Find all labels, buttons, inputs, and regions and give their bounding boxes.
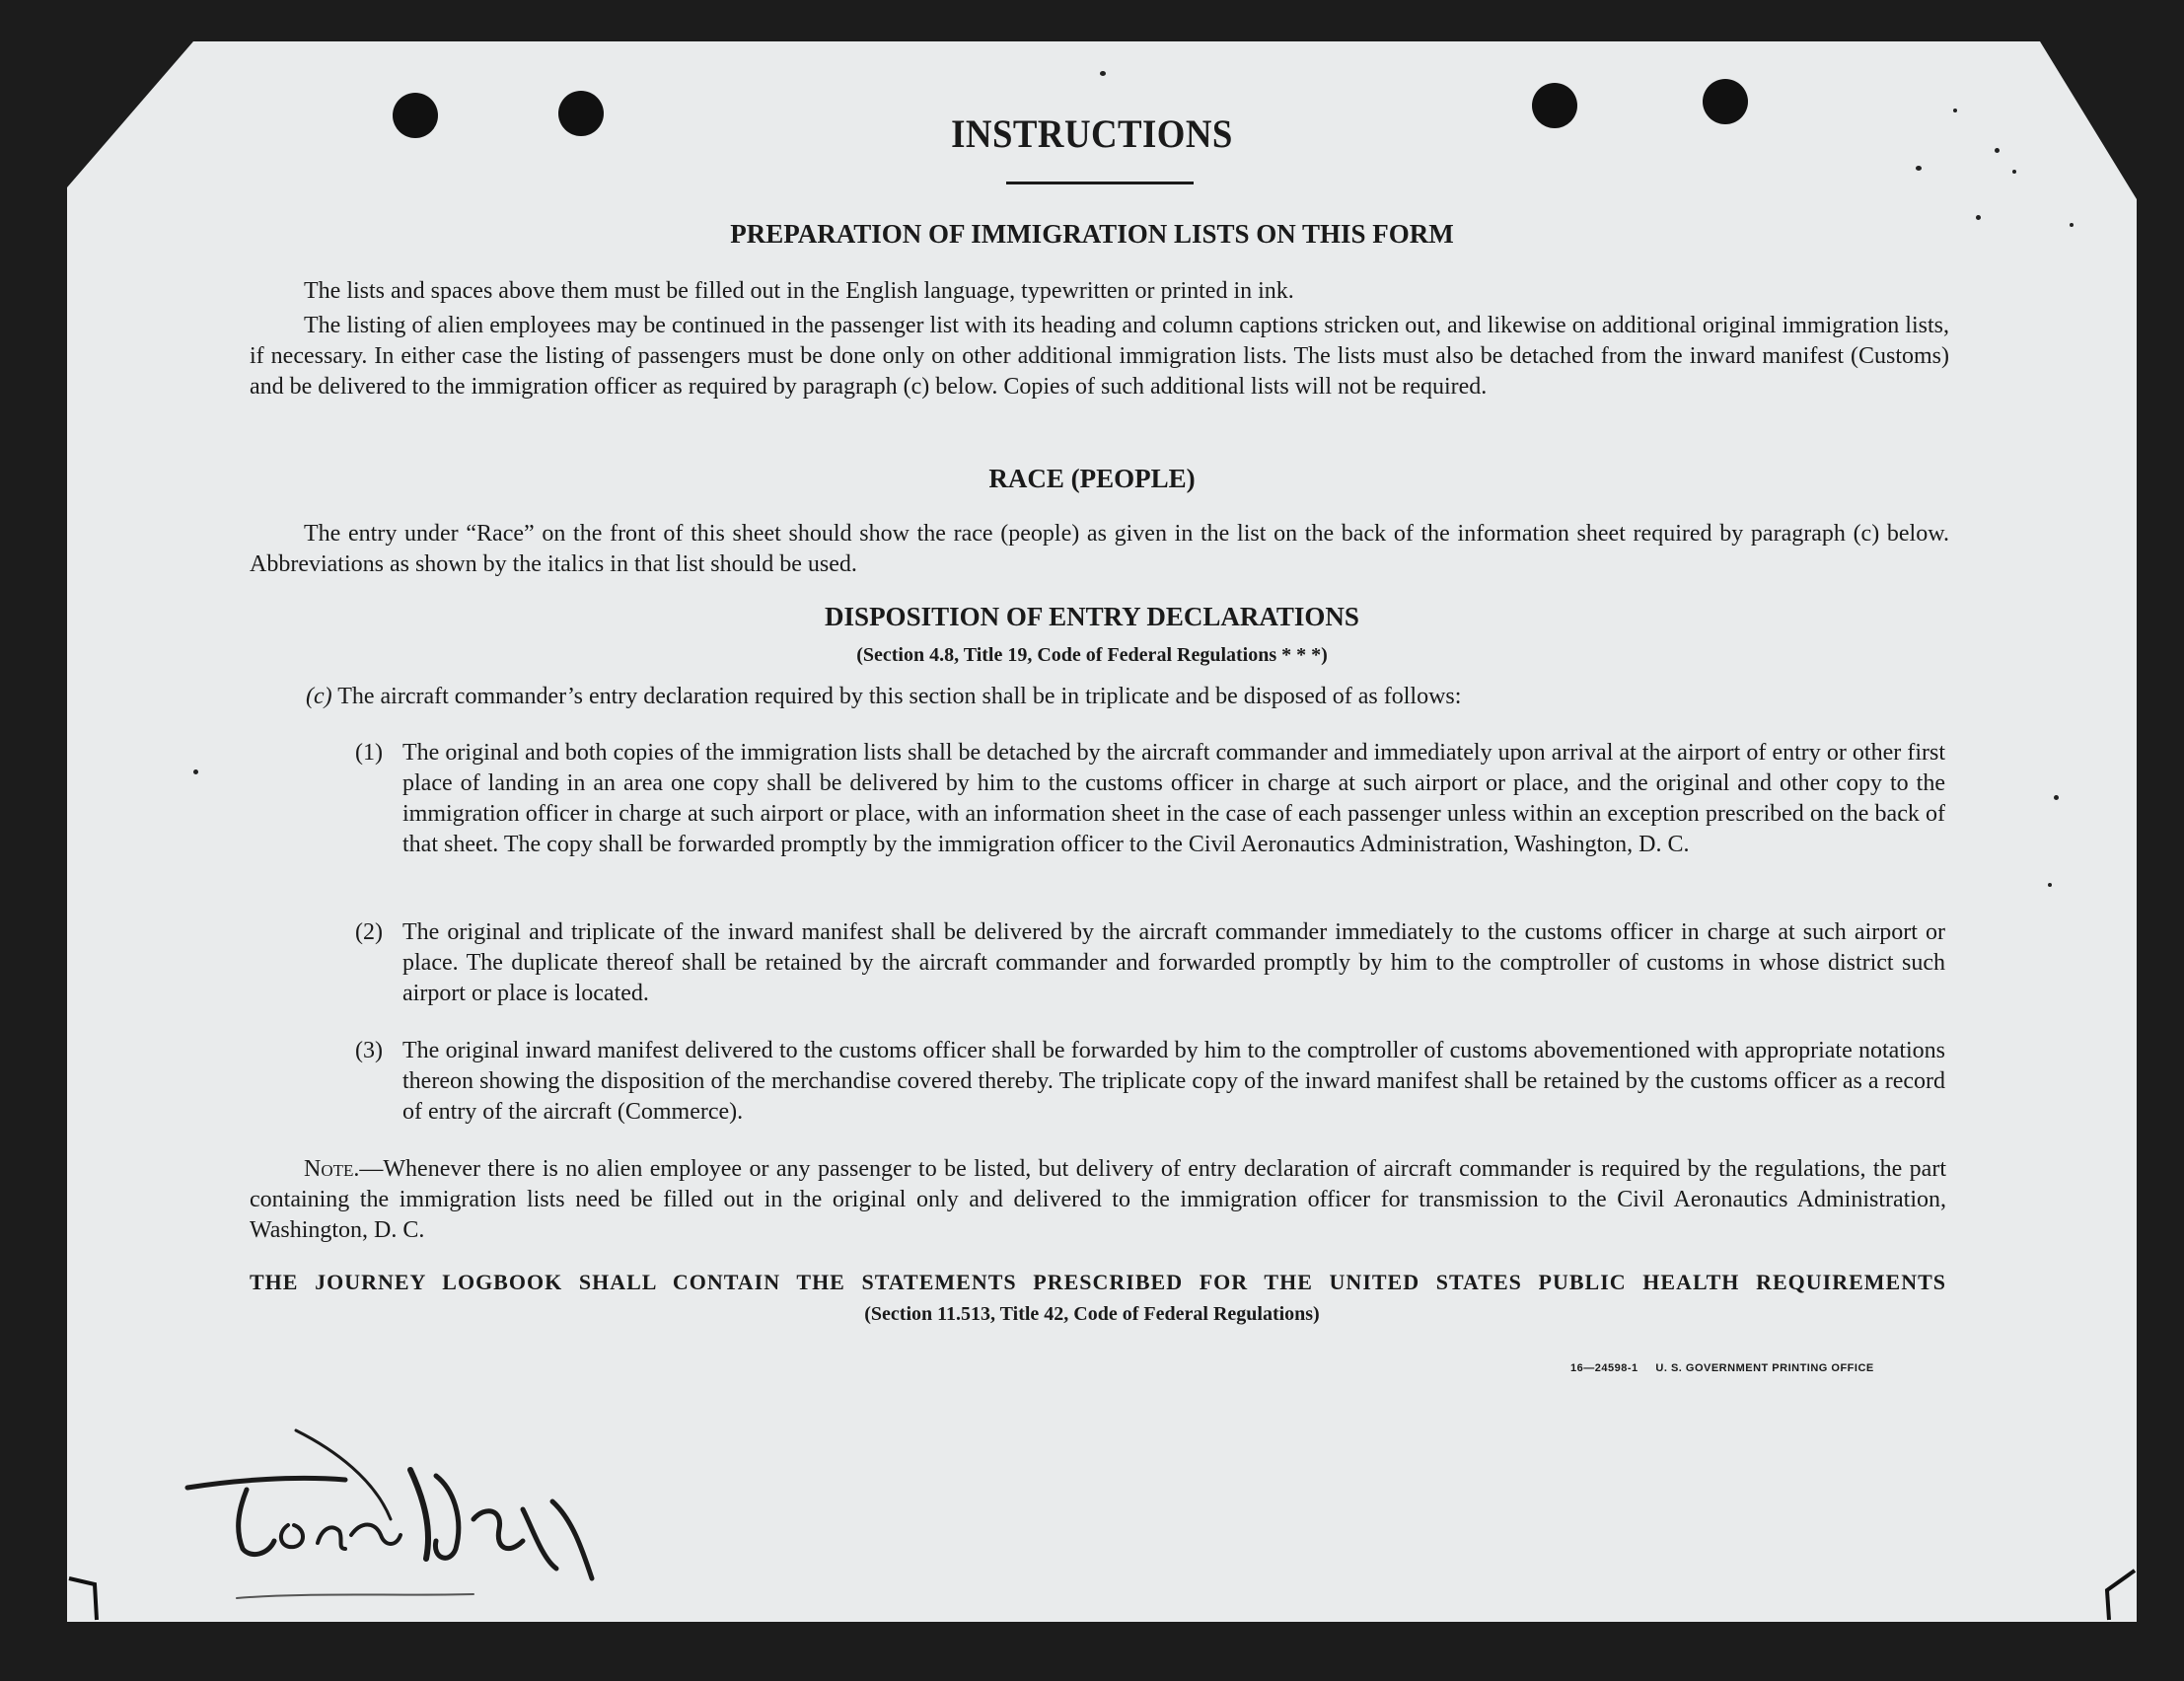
section-heading-disposition: DISPOSITION OF ENTRY DECLARATIONS xyxy=(825,602,1359,631)
page-title: INSTRUCTIONS xyxy=(951,111,1233,156)
handwritten-signature xyxy=(178,1411,641,1618)
note-paragraph xyxy=(250,1154,1946,1246)
section-heading-immigration-lists: PREPARATION OF IMMIGRATION LISTS ON THIS FORM xyxy=(730,219,1454,249)
list-item xyxy=(355,1036,1945,1128)
paragraph-alien-employees: The listing of alien employees may be continued in the passenger list with its heading and column captions stricken out, and likewise on additional original immigration lists, if necessary. In either case the listing of passengers must be done only on other additional immigration lists. The lists must also be detached from the inward manifest (Customs) and be delivered to the immigration officer as required by paragraph (c) below. Copies of such additional lists will not be required. xyxy=(250,313,1949,400)
speck xyxy=(2048,883,2052,887)
list-item-text: The original inward manifest delivered to the customs officer shall be forwarded by him to the comptroller of customs abovementioned with appropriate notations thereon showing the disposition of the merchandise covered thereby. The triplicate copy of the inward manifest shall be retained by the customs officer as a record of entry of the aircraft (Commerce). xyxy=(402,1038,1945,1125)
list-item-text: The original and triplicate of the inward manifest shall be delivered by the aircraft commander immediately to the customs officer in charge at such airport or place. The duplicate thereof shall be retained by the aircraft commander and forwarded promptly by him to the comptroller of customs in whose district such airport or place is located. xyxy=(402,919,1945,1006)
health-requirements-statement: THE JOURNEY LOGBOOK SHALL CONTAIN THE STATEMENTS PRESCRIBED FOR THE UNITED STATES PUBLIC HEALTH REQUIREMENTS xyxy=(250,1270,1946,1294)
note-text: —Whenever there is no alien employee or any passenger to be listed, but delivery of entry declaration of aircraft commander is required by the regulations, the part containing the immigration lists need be filled out in the original only and delivered to the immigration officer for transmission to the Civil Aeronautics Administration, Washington, D. C. xyxy=(250,1156,1946,1243)
printer-imprint xyxy=(1570,1362,1874,1374)
immigration-lists-section xyxy=(250,276,1949,402)
health-requirements-citation: (Section 11.513, Title 42, Code of Federal Regulations) xyxy=(864,1303,1320,1325)
list-item-number: (3) xyxy=(355,1038,383,1063)
list-item-text: The original and both copies of the immigration lists shall be detached by the aircraft commander and immediately upon arrival at the airport of entry or other first place of landing in an area one copy shall be delivered by him to the customs officer in charge at such airport or place, and the original and other copy to the immigration officer in charge at such airport or place, with an information sheet in the case of each passenger unless within an exception prescribed on the back of that sheet. The copy shall be forwarded promptly by the immigration officer to the Civil Aeronautics Administration, Washington, D. C. xyxy=(402,740,1945,857)
paragraph-c-label: (c) xyxy=(306,684,332,709)
speck xyxy=(193,769,198,774)
speck xyxy=(2054,795,2059,800)
speck xyxy=(1100,71,1106,76)
paragraph-c-text: The aircraft commander’s entry declaration required by this section shall be in triplicate and be disposed of as follows: xyxy=(337,684,1462,709)
corner-mark-right xyxy=(2091,1569,2137,1622)
note-label: Note. xyxy=(304,1156,360,1182)
corner-mark-left xyxy=(67,1574,107,1624)
list-item xyxy=(355,738,1945,860)
list-item-number: (1) xyxy=(355,740,383,766)
title-underline xyxy=(1006,182,1194,184)
paragraph-c xyxy=(306,682,1949,712)
disposition-citation: (Section 4.8, Title 19, Code of Federal Regulations * * *) xyxy=(856,644,1328,666)
speck xyxy=(1916,166,1922,171)
form-number: 16—24598-1 xyxy=(1570,1362,1638,1374)
race-section xyxy=(250,519,1949,580)
printer-name: U. S. GOVERNMENT PRINTING OFFICE xyxy=(1655,1362,1874,1374)
paragraph-race: The entry under “Race” on the front of this sheet should show the race (people) as given in the list on the back of the information sheet required by paragraph (c) below. Abbreviations as shown by the italics in that list should be used. xyxy=(250,521,1949,577)
list-item-number: (2) xyxy=(355,919,383,945)
section-heading-race: RACE (PEOPLE) xyxy=(988,464,1196,493)
speck xyxy=(2012,170,2016,174)
list-item xyxy=(355,917,1945,1009)
paragraph-english-language: The lists and spaces above them must be filled out in the English language, typewritten or printed in ink. xyxy=(304,278,1294,304)
